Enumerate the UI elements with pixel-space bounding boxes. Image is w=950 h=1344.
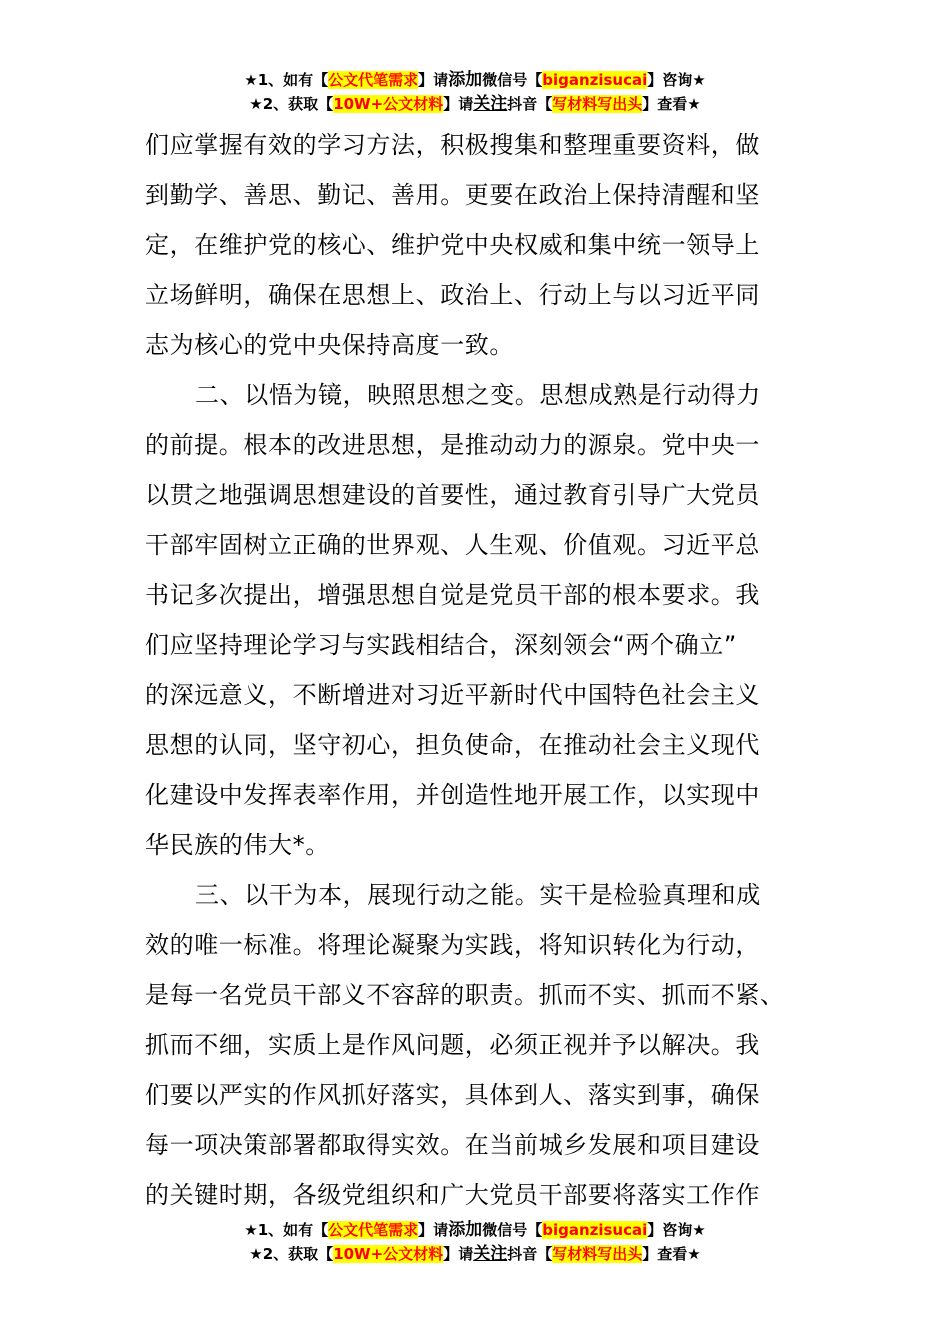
body-text-line: 是每一名党员干部义不容辞的职责。抓而不实、抓而不紧、 (145, 981, 785, 1009)
body-text-line: 化建设中发挥表率作用，并创造性地开展工作，以实现中 (145, 781, 760, 809)
header-banner (0, 68, 950, 116)
emphasis-text: 添加 (448, 1220, 483, 1240)
body-text-line: 的前提。根本的改进思想，是推动动力的源泉。党中央一 (145, 431, 760, 459)
highlight-wechat-id: biganzisucai (542, 71, 648, 89)
banner-text: 微信号【 (482, 71, 543, 89)
body-text-line: 华民族的伟大*。 (145, 831, 330, 859)
body-text-line: 到勤学、善思、勤记、善用。更要在政治上保持清醒和坚 (145, 181, 760, 209)
emphasis-text: 添加 (448, 70, 483, 90)
banner-text: 】咨询★ (647, 1221, 706, 1239)
banner-text: 】请 (443, 95, 474, 113)
banner-text: ★2、获取【 (249, 1245, 334, 1263)
banner-text: 】查看★ (642, 95, 701, 113)
body-text-line: 立场鲜明，确保在思想上、政治上、行动上与以习近平同 (145, 281, 760, 309)
banner-text: 微信号【 (482, 1221, 543, 1239)
banner-text: 】请 (443, 1245, 474, 1263)
body-text-line: 们应坚持理论学习与实践相结合，深刻领会“两个确立” (145, 631, 737, 659)
highlight-douyin-id: 写材料写出头 (552, 95, 643, 113)
body-text-line: 每一项决策部署都取得实效。在当前城乡发展和项目建设 (145, 1131, 760, 1159)
body-text-line: 三、以干为本，展现行动之能。实干是检验真理和成 (195, 881, 761, 909)
highlight-text: 公文代笔需求 (328, 71, 419, 89)
banner-text: 抖音【 (507, 1245, 553, 1263)
body-text-line: 的深远意义，不断增进对习近平新时代中国特色社会主义 (145, 681, 760, 709)
banner-text: 】咨询★ (647, 71, 706, 89)
body-text-line: 以贯之地强调思想建设的首要性，通过教育引导广大党员 (145, 481, 760, 509)
banner-line-2 (0, 92, 950, 116)
banner-text: 】请 (418, 71, 449, 89)
body-text-line: 的关键时期，各级党组织和广大党员干部要将落实工作作 (145, 1181, 760, 1209)
emphasis-text: 关注 (473, 1244, 508, 1264)
body-text-line: 抓而不细，实质上是作风问题，必须正视并予以解决。我 (145, 1031, 760, 1059)
banner-text: 】请 (418, 1221, 449, 1239)
highlight-text: 10W+公文材料 (333, 95, 444, 113)
highlight-douyin-id: 写材料写出头 (552, 1245, 643, 1263)
highlight-text: 公文代笔需求 (328, 1221, 419, 1239)
banner-line-1 (0, 68, 950, 92)
body-text-line: 们应掌握有效的学习方法，积极搜集和整理重要资料，做 (145, 131, 760, 159)
body-text-line: 效的唯一标准。将理论凝聚为实践，将知识转化为行动， (145, 931, 760, 959)
body-text-line: 们要以严实的作风抓好落实，具体到人、落实到事，确保 (145, 1081, 760, 1109)
highlight-text: 10W+公文材料 (333, 1245, 444, 1263)
banner-text: ★2、获取【 (249, 95, 334, 113)
highlight-wechat-id: biganzisucai (542, 1221, 648, 1239)
body-text-line: 思想的认同，坚守初心，担负使命，在推动社会主义现代 (145, 731, 760, 759)
body-text-line: 二、以悟为镜，映照思想之变。思想成熟是行动得力 (195, 381, 761, 409)
footer-banner (0, 1218, 950, 1266)
body-text-line: 干部牢固树立正确的世界观、人生观、价值观。习近平总 (145, 531, 760, 559)
document-body (145, 120, 785, 1220)
banner-text: ★1、如有【 (244, 1221, 329, 1239)
banner-line-2 (0, 1242, 950, 1266)
body-text-line: 志为核心的党中央保持高度一致。 (145, 331, 514, 359)
emphasis-text: 关注 (473, 94, 508, 114)
banner-text: 抖音【 (507, 95, 553, 113)
banner-text: 】查看★ (642, 1245, 701, 1263)
body-text-line: 书记多次提出，增强思想自觉是党员干部的根本要求。我 (145, 581, 760, 609)
body-text-line: 定，在维护党的核心、维护党中央权威和集中统一领导上 (145, 231, 760, 259)
banner-text: ★1、如有【 (244, 71, 329, 89)
banner-line-1 (0, 1218, 950, 1242)
